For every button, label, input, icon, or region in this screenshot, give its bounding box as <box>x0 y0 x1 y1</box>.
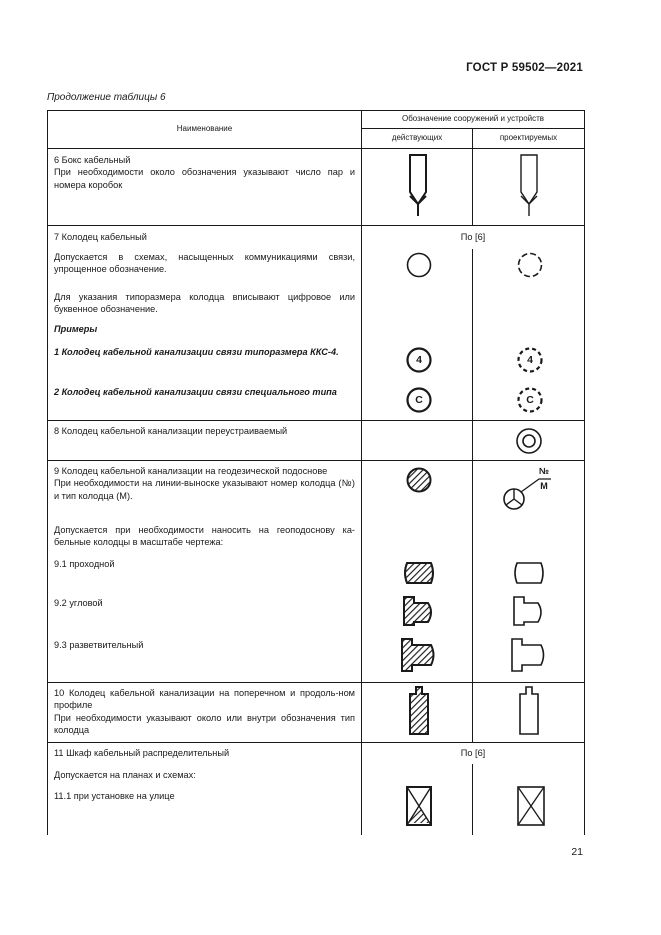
geodetic-well-existing-symbol <box>406 467 432 493</box>
row11-note: Допускается на планах и схемах: <box>54 770 196 780</box>
row7-symbols-cell <box>362 226 585 421</box>
table-row <box>48 149 585 226</box>
row10-title: 10 Колодец кабельной канализации на поперечном и продоль-ном профиле <box>54 688 355 711</box>
row9-name-cell <box>48 461 362 683</box>
well-existing-symbol <box>406 252 432 278</box>
col-header-planned: проектируемых <box>473 129 585 149</box>
symbols-table <box>47 110 585 835</box>
well-number-label: № <box>538 466 550 476</box>
profile-well-existing-symbol <box>408 686 430 736</box>
well-kks4-planned-label: 4 <box>527 354 533 366</box>
well-kks4-existing-label: 4 <box>416 354 422 366</box>
row6-title: 6 Бокс кабельный <box>54 155 131 165</box>
row9-existing-cell <box>362 461 473 683</box>
row8-existing-cell <box>362 421 473 461</box>
row9-sub1: 9.1 проходной <box>54 559 115 569</box>
corner-well-planned-symbol <box>512 595 546 627</box>
document-header: ГОСТ Р 59502—2021 <box>466 62 583 74</box>
row11-reference: По [6] <box>460 748 486 758</box>
row11-symbols-cell <box>362 743 585 835</box>
table-caption: Продолжение таблицы 6 <box>47 92 166 103</box>
well-type-label: М <box>540 481 548 491</box>
cable-box-existing-symbol <box>408 154 428 218</box>
row7-reference: По [6] <box>460 232 486 242</box>
row7-note2: Для указания типоразмера колодца вписывают цифровое или буквенное обозначение. <box>54 292 355 315</box>
profile-well-planned-symbol <box>518 686 540 736</box>
row11-sub1: 11.1 при установке на улице <box>54 791 175 801</box>
branch-well-planned-symbol <box>510 637 548 673</box>
cable-box-planned-symbol <box>519 154 539 218</box>
row7-column-divider <box>472 249 473 420</box>
table-row <box>48 683 585 743</box>
row7-title: 7 Колодец кабельный <box>54 232 147 242</box>
branch-well-existing-symbol <box>400 637 438 673</box>
well-special-planned-label: С <box>526 394 534 406</box>
row6-name-cell <box>48 149 362 226</box>
row9-planned-cell <box>473 461 585 683</box>
row9-title: 9 Колодец кабельной канализации на геодезической подоснове <box>54 466 328 476</box>
street-cabinet-existing-symbol <box>406 786 432 826</box>
row9-sub3: 9.3 разветвительный <box>54 640 144 650</box>
well-planned-symbol <box>517 252 543 278</box>
row8-title: 8 Колодец кабельной канализации переустраиваемый <box>54 426 288 436</box>
row10-planned-cell <box>473 683 585 743</box>
row9-note: При необходимости на линии-выноске указывают номер колодца (№) и тип колодца (М). <box>54 478 355 501</box>
row7-name-cell <box>48 226 362 421</box>
row10-name-cell <box>48 683 362 743</box>
row8-planned-cell <box>473 421 585 461</box>
row10-existing-cell <box>362 683 473 743</box>
table-row <box>48 421 585 461</box>
rebuilt-well-symbol <box>515 427 543 455</box>
row11-column-divider <box>472 764 473 835</box>
row11-title: 11 Шкаф кабельный распределительный <box>54 748 230 758</box>
col-header-existing: действующих <box>362 129 473 149</box>
row7-note1: Допускается в схемах, насыщенных коммуникациями связи, упрощенное обозначение. <box>54 252 355 275</box>
row7-examples-label: Примеры <box>54 324 98 334</box>
col-header-designation: Обозначение сооружений и устройств <box>362 111 585 129</box>
well-special-existing-label: С <box>415 394 423 406</box>
street-cabinet-planned-symbol <box>517 786 545 826</box>
row11-name-cell <box>48 743 362 835</box>
row6-existing-cell <box>362 149 473 226</box>
row6-note: При необходимости около обозначения указывают число пар и номера коробок <box>54 167 355 190</box>
row9-sub2: 9.2 угловой <box>54 598 103 608</box>
row9-note2: Допускается при необходимости наносить на геоподоснову ка-бельные колодцы в масштабе чертежа: <box>54 525 355 548</box>
table-row <box>48 226 585 421</box>
through-well-existing-symbol <box>402 562 436 584</box>
row8-name-cell <box>48 421 362 461</box>
through-well-planned-symbol <box>512 562 546 584</box>
page-number: 21 <box>571 846 583 858</box>
corner-well-existing-symbol <box>402 595 436 627</box>
row7-example1: 1 Колодец кабельной канализации связи типоразмера ККС-4. <box>54 347 339 357</box>
row7-example2: 2 Колодец кабельной канализации связи специального типа <box>54 387 337 397</box>
row10-note: При необходимости указывают около или внутри обозначения тип колодца <box>54 712 355 736</box>
table-row <box>48 461 585 683</box>
col-header-name: Наименование <box>48 111 362 149</box>
row6-planned-cell <box>473 149 585 226</box>
table-row <box>48 743 585 835</box>
